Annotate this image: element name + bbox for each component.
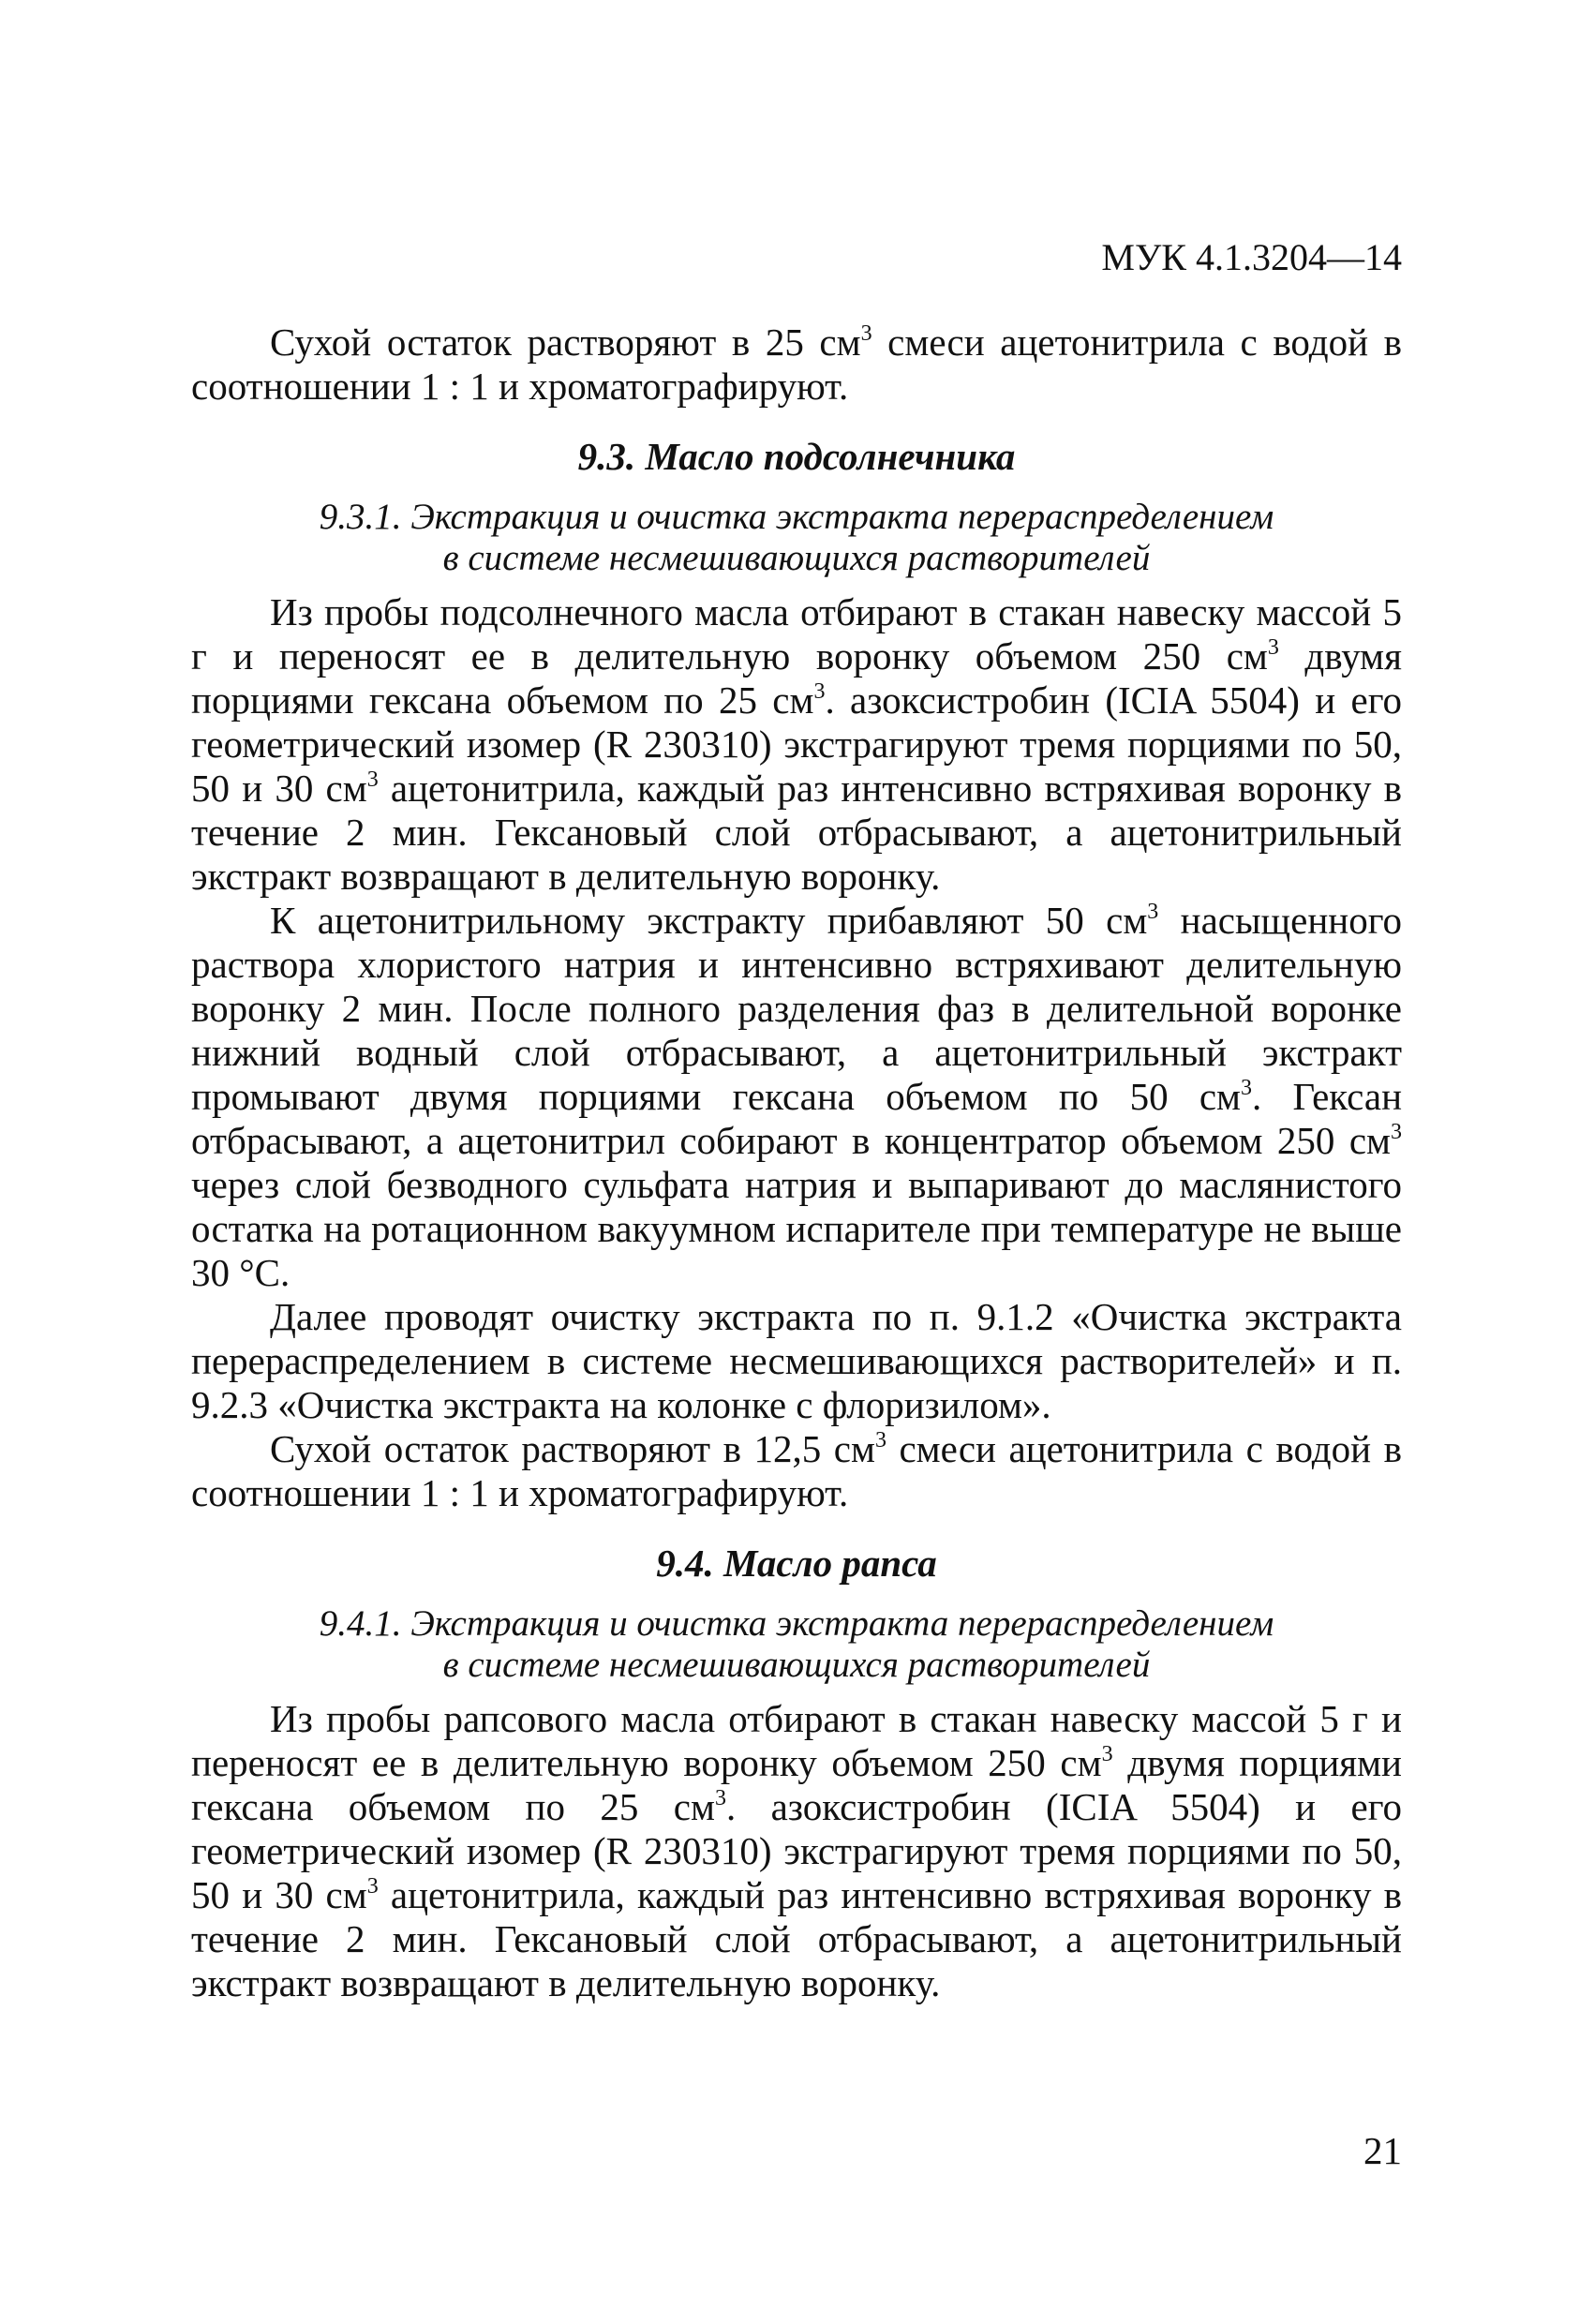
superscript: 3	[813, 679, 826, 704]
paragraph-dry-residue-1: Сухой остаток растворяют в 25 $см^3$ смеси ацетонитрила с водой в соотношении 1 : 1 и хроматографируют.	[191, 320, 1402, 408]
superscript: 3	[1101, 1742, 1113, 1766]
section-heading-9-3: 9.3. Масло подсолнечника	[577, 435, 1016, 478]
paragraph-sunflower-washing: К ацетонитрильному экстракту прибавляют 50 $см^3$ насыщенного раствора хлористого натрия и интенсивно встряхивают делительную воронку 2 мин. После полного разделения фаз в делительной воронке нижний водный слой отбрасывают, а ацетонитрильный экстракт промывают двумя порциями гексана объемом по 50 $см^3$. Гексан отбрасывают, а ацетонитрил собирают в концентратор объемом 250 $см^3$ через слой безводного сульфата натрия и выпаривают до маслянистого остатка на ротационном вакуумном испарителе при температуре не выше 30 °С.	[191, 899, 1403, 1294]
document-page	[191, 234, 1402, 2005]
subsection-heading-9-4-1: 9.4.1. Экстракция и очистка экстракта перераспределением в системе несмешивающихся растворителей	[319, 1603, 1274, 1685]
superscript: 3	[1240, 1076, 1252, 1100]
superscript: 3	[1391, 1120, 1402, 1144]
subsection-heading-9-3-1: 9.3.1. Экстракция и очистка экстракта перераспределением в системе несмешивающихся растворителей	[319, 497, 1274, 578]
superscript: 3	[366, 767, 379, 792]
section-heading-9-4: 9.4. Масло рапса	[656, 1542, 937, 1585]
paragraph-dry-residue-2: Сухой остаток растворяют в 12,5 $см^3$ смеси ацетонитрила с водой в соотношении 1 : 1 и хроматографируют.	[191, 1427, 1402, 1514]
superscript: 3	[1267, 635, 1279, 660]
superscript: 3	[1147, 900, 1159, 924]
paragraph-further-cleanup: Далее проводят очистку экстракта по п. 9.1.2 «Очистка экстракта перераспределением в системе несмешивающихся растворителей» и п. 9.2.3 «Очистка экстракта на колонке с флоризилом».	[191, 1295, 1402, 1426]
superscript: 3	[860, 321, 872, 346]
paragraph-sunflower-extraction: Из пробы подсолнечного масла отбирают в стакан навеску массой 5 г и переносят ее в делительную воронку объемом 250 $см^3$ двумя порциями гексана объемом по 25 $см^3$. азоксистробин (ICIA 5504) и его геометрический изомер (R 230310) экстрагируют тремя порциями по 50, 50 и 30 $см^3$ ацетонитрила, каждый раз интенсивно встряхивая воронку в течение 2 мин. Гексановый слой отбрасывают, а ацетонитрильный экстракт возвращают в делительную воронку.	[191, 590, 1403, 898]
document-code-header: МУК 4.1.3204—14	[1101, 236, 1402, 278]
paragraph-rapeseed-extraction: Из пробы рапсового масла отбирают в стакан навеску массой 5 г и переносят ее в делительную воронку объемом 250 $см^3$ двумя порциями гексана объемом по 25 $см^3$. азоксистробин (ICIA 5504) и его геометрический изомер (R 230310) экстрагируют тремя порциями по 50, 50 и 30 $см^3$ ацетонитрила, каждый раз интенсивно встряхивая воронку в течение 2 мин. Гексановый слой отбрасывают, а ацетонитрильный экстракт возвращают в делительную воронку.	[191, 1697, 1403, 2004]
superscript: 3	[874, 1428, 886, 1452]
superscript: 3	[714, 1786, 726, 1810]
superscript: 3	[366, 1874, 379, 1899]
page-number: 21	[1363, 2129, 1402, 2172]
